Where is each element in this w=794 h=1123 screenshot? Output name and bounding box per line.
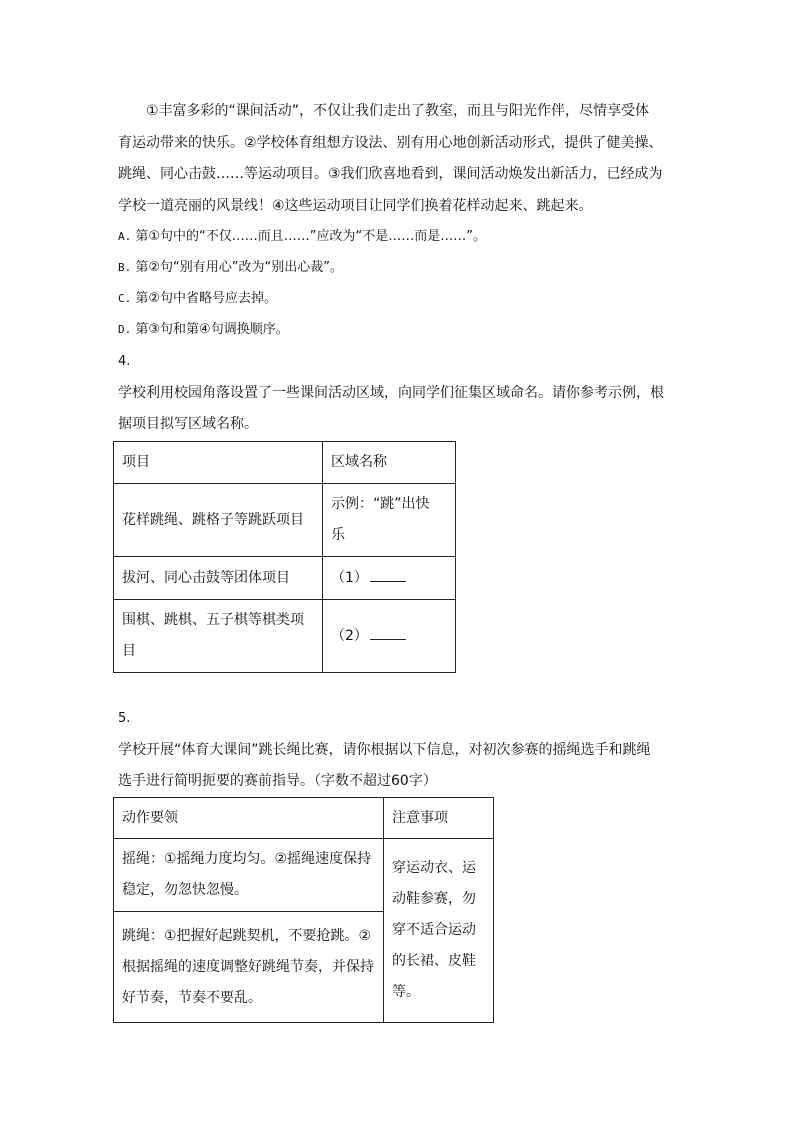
option-letter: B. (118, 261, 132, 274)
cell-line: 的长裙、皮鞋 (392, 953, 476, 969)
q5-prompt-line-1: 学校开展“体育大课间”跳长绳比赛，请你根据以下信息，对初次参赛的摇绳选手和跳绳 (118, 742, 651, 758)
project-cell (114, 600, 323, 673)
q5-prompt-line-2: 选手进行简明扼要的赛前指导。（字数不超过60字） (118, 773, 437, 789)
table-row (114, 557, 456, 600)
option-text: 第②句中省略号应去掉。 (135, 291, 278, 306)
q3-option-a (118, 227, 486, 247)
cell-line: 示例：“跳”出快 (331, 496, 430, 512)
option-text: 第①句中的“不仅……而且……”应改为“不是……而是……”。 (135, 229, 486, 244)
q5-number: 5. (118, 711, 131, 726)
header-action-points: 动作要领 (114, 798, 384, 839)
answer-label: （1） (331, 569, 368, 586)
table-header-row (114, 442, 456, 484)
cell-line: 跳绳：①把握好起跳契机，不要抢跳。② (122, 927, 372, 944)
q4-prompt-line-1: 学校利用校园角落设置了一些课间活动区域，向同学们征集区域命名。请你参考示例，根 (118, 385, 664, 401)
rope-jumper-cell (114, 912, 384, 1023)
q4-prompt-line-2: 据项目拟写区域名称。 (118, 416, 258, 432)
q4-table (113, 441, 456, 673)
table-row (114, 600, 456, 673)
q3-passage-line-2: 育运动带来的快乐。②学校体育组想方设法、别有用心地创新活动形式，提供了健美操、 (118, 135, 663, 151)
q3-passage-line-1: ①丰富多彩的“课间活动”，不仅让我们走出了教室，而且与阳光作伴，尽情享受体 (146, 103, 650, 119)
header-project: 项目 (114, 442, 323, 484)
option-text: 第③句和第④句调换顺序。 (135, 322, 289, 337)
option-letter: D. (118, 323, 132, 336)
cell-line: 动鞋参赛，勿 (392, 891, 476, 907)
answer-cell-1[interactable] (323, 557, 456, 600)
header-area-name: 区域名称 (323, 442, 456, 484)
table-header-row (114, 798, 494, 839)
q3-option-b (118, 258, 343, 278)
table-row (114, 839, 494, 912)
cell-line: 摇绳：①摇绳力度均匀。②摇绳速度保持 (122, 851, 372, 867)
cell-line: 目 (122, 643, 136, 659)
cell-line: 根据摇绳的速度调整好跳绳节奏，并保持 (122, 958, 374, 975)
project-cell: 拔河、同心击鼓等团体项目 (114, 557, 323, 600)
cell-line: 乐 (331, 527, 345, 543)
cell-line: 围棋、跳棋、五子棋等棋类项 (122, 612, 304, 628)
answer-blank[interactable] (370, 567, 406, 582)
option-letter: C. (118, 292, 132, 305)
cell-line: 穿不适合运动 (392, 922, 476, 938)
cell-line: 等。 (392, 984, 420, 1000)
answer-cell-2[interactable] (323, 600, 456, 673)
table-row (114, 484, 456, 557)
cell-line: 稳定，勿忽快忽慢。 (122, 882, 248, 898)
notes-cell (384, 839, 494, 1023)
rope-swinger-cell (114, 839, 384, 912)
q3-passage-line-4: 学校一道亮丽的风景线！④这些运动项目让同学们换着花样动起来、跳起来。 (118, 198, 593, 214)
cell-line: 穿运动衣、运 (392, 860, 476, 876)
header-notes: 注意事项 (384, 798, 494, 839)
q5-table (113, 797, 494, 1023)
option-text: 第②句“别有用心”改为“别出心裁”。 (135, 260, 343, 275)
q4-number: 4. (118, 354, 131, 369)
example-name-cell (323, 484, 456, 557)
option-letter: A. (118, 230, 132, 243)
answer-label: （2） (331, 627, 368, 644)
q3-option-d (118, 320, 289, 340)
q3-passage-line-3: 跳绳、同心击鼓……等运动项目。③我们欣喜地看到，课间活动焕发出新活力，已经成为 (118, 166, 663, 182)
project-cell: 花样跳绳、跳格子等跳跃项目 (114, 484, 323, 557)
answer-blank[interactable] (370, 625, 406, 640)
q3-option-c (118, 289, 277, 309)
cell-line: 好节奏，节奏不要乱。 (122, 989, 262, 1006)
